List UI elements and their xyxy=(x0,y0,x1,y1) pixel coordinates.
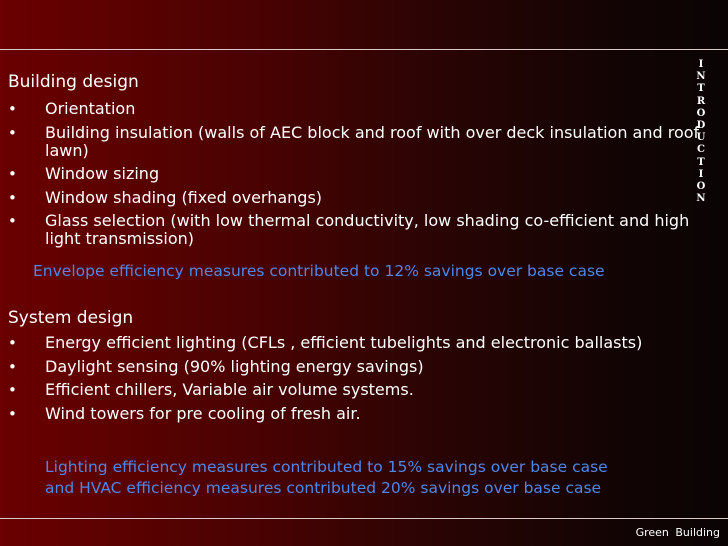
bottom-divider xyxy=(0,518,728,519)
system-design-heading: System design xyxy=(8,308,134,328)
building-design-list xyxy=(0,100,700,254)
side-letter: U xyxy=(696,132,706,144)
list-item: • Window shading (fixed overhangs) xyxy=(0,189,700,207)
building-design-heading: Building design xyxy=(8,72,139,92)
side-letter: T xyxy=(697,156,705,168)
side-letter: T xyxy=(697,83,705,95)
side-letter: I xyxy=(698,59,704,70)
side-letter: N xyxy=(696,193,706,205)
list-item: • Wind towers for pre cooling of fresh air. xyxy=(0,405,700,423)
list-item: • Efficient chillers, Variable air volume systems. xyxy=(0,381,700,399)
side-letter: D xyxy=(696,120,706,132)
side-letter: O xyxy=(696,107,706,119)
list-item: • Orientation xyxy=(0,100,700,118)
side-letter: R xyxy=(696,95,706,107)
side-letter: N xyxy=(696,71,706,83)
top-divider xyxy=(0,49,728,50)
list-item: • Glass selection (with low thermal conductivity, low shading co-efficient and high light transmission) xyxy=(0,212,700,248)
list-item: • Building insulation (walls of AEC block and roof with over deck insulation and roof lawn) xyxy=(0,124,700,160)
envelope-efficiency-note: Envelope efficiency measures contributed to 12% savings over base case xyxy=(33,262,605,280)
footer-label: Green Building xyxy=(635,526,720,539)
side-letter: C xyxy=(697,144,705,156)
side-letter: O xyxy=(696,181,706,193)
list-item: • Energy efficient lighting (CFLs , efficient tubelights and electronic ballasts) xyxy=(0,334,700,352)
system-design-list xyxy=(0,334,700,428)
side-letter: I xyxy=(698,168,704,180)
list-item: • Window sizing xyxy=(0,165,700,183)
hvac-efficiency-note: and HVAC efficiency measures contributed 20% savings over base case xyxy=(45,479,602,497)
lighting-efficiency-note: Lighting efficiency measures contributed to 15% savings over base case xyxy=(45,458,608,476)
list-item: • Daylight sensing (90% lighting energy savings) xyxy=(0,358,700,376)
